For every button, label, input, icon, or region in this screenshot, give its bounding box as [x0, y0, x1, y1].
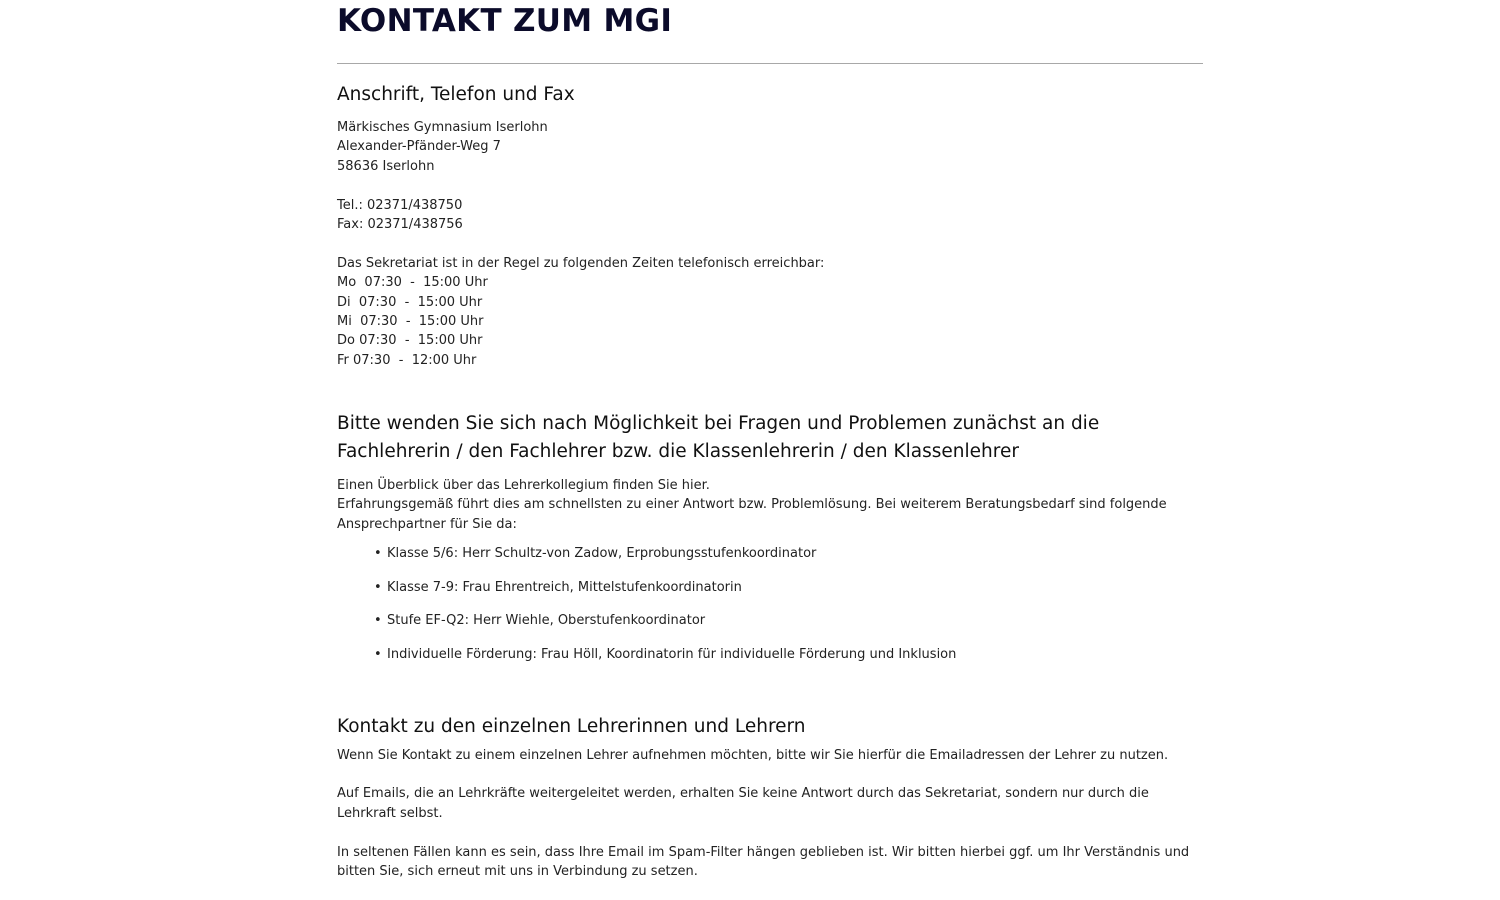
staff-overview-text [337, 476, 1203, 495]
city-address: 58636 Iserlohn [337, 158, 435, 174]
contact-advice-heading-line2: Fachlehrerin / den Fachlehrer bzw. die Klassenlehrerin / den Klassenlehrer [337, 441, 1019, 463]
page-title: KONTAKT ZUM MGI [337, 3, 673, 39]
office-hours-monday: Mo 07:30 - 15:00 Uhr [337, 275, 488, 291]
page-content [337, 0, 1203, 881]
list-item [374, 645, 1203, 679]
address-block [337, 118, 1203, 370]
office-hours-intro: Das Sekretariat ist in der Regel zu folgenden Zeiten telefonisch erreichbar: [337, 255, 825, 271]
office-hours-wednesday: Mi 07:30 - 15:00 Uhr [337, 313, 484, 329]
coordinator-list [337, 544, 1203, 678]
teachers-contact-heading: Kontakt zu den einzelnen Lehrerinnen und Lehrern [337, 715, 806, 737]
list-item [374, 611, 1203, 645]
fax-number: Fax: 02371/438756 [337, 216, 463, 232]
address-heading: Anschrift, Telefon und Fax [337, 84, 575, 105]
coordinator-ef-q2: Stufe EF-Q2: Herr Wiehle, Oberstufenkoordinator [387, 613, 706, 629]
office-hours-friday: Fr 07:30 - 12:00 Uhr [337, 352, 477, 368]
experience-text-line1: Erfahrungsgemäß führt dies am schnellsten zu einer Antwort bzw. Problemlösung. Bei weiterem Beratungsbedarf sind folgende [337, 497, 1167, 513]
school-name: Märkisches Gymnasium Iserlohn [337, 120, 548, 135]
street-address: Alexander-Pfänder-Weg 7 [337, 139, 501, 155]
office-hours-tuesday: Di 07:30 - 15:00 Uhr [337, 294, 483, 310]
contact-advice-text [337, 476, 1203, 534]
list-item [374, 578, 1203, 612]
teachers-contact-text [337, 746, 1203, 882]
bullet-icon: • [374, 579, 382, 595]
contact-advice-heading [337, 410, 1203, 466]
spacer [337, 765, 1203, 784]
bullet-icon: • [374, 613, 382, 629]
experience-text-line2: Ansprechpartner für Sie da: [337, 516, 517, 532]
spam-filter-note-line2: bitten Sie, sich erneut mit uns in Verbindung zu setzen. [337, 863, 698, 879]
forwarded-email-note-line1: Auf Emails, die an Lehrkräfte weitergeleitet werden, erhalten Sie keine Antwort durch das Sekretariat, sondern nur durch die [337, 786, 1149, 802]
coordinator-7-9: Klasse 7-9: Frau Ehrentreich, Mittelstufenkoordinatorin [387, 579, 742, 595]
coordinator-5-6: Klasse 5/6: Herr Schultz-von Zadow, Erprobungsstufenkoordinator [387, 546, 817, 562]
spacer [337, 176, 1203, 195]
spam-filter-note-line1: In seltenen Fällen kann es sein, dass Ihre Email im Spam-Filter hängen geblieben ist. Wir bitten hierbei ggf. um Ihr Verständnis und [337, 844, 1190, 860]
phone-number: Tel.: 02371/438750 [337, 197, 463, 213]
teachers-email-hint: Wenn Sie Kontakt zu einem einzelnen Lehrer aufnehmen möchten, bitte wir Sie hierfür die Emailadressen der Lehrer zu nutzen. [337, 747, 1169, 763]
forwarded-email-note-line2: Lehrkraft selbst. [337, 805, 443, 821]
office-hours-thursday: Do 07:30 - 15:00 Uhr [337, 333, 483, 349]
list-item [374, 544, 1203, 578]
bullet-icon: • [374, 647, 382, 663]
coordinator-individual-support: Individuelle Förderung: Frau Höll, Koordinatorin für individuelle Förderung und Inklusion [387, 647, 957, 663]
contact-advice-heading-line1: Bitte wenden Sie sich nach Möglichkeit bei Fragen und Problemen zunächst an die [337, 413, 1100, 435]
bullet-icon: • [374, 546, 382, 562]
spacer [337, 234, 1203, 253]
spacer [337, 823, 1203, 842]
title-divider [337, 63, 1203, 64]
staff-overview-link[interactable]: Einen Überblick über das Lehrerkollegium finden Sie hier. [337, 478, 710, 494]
